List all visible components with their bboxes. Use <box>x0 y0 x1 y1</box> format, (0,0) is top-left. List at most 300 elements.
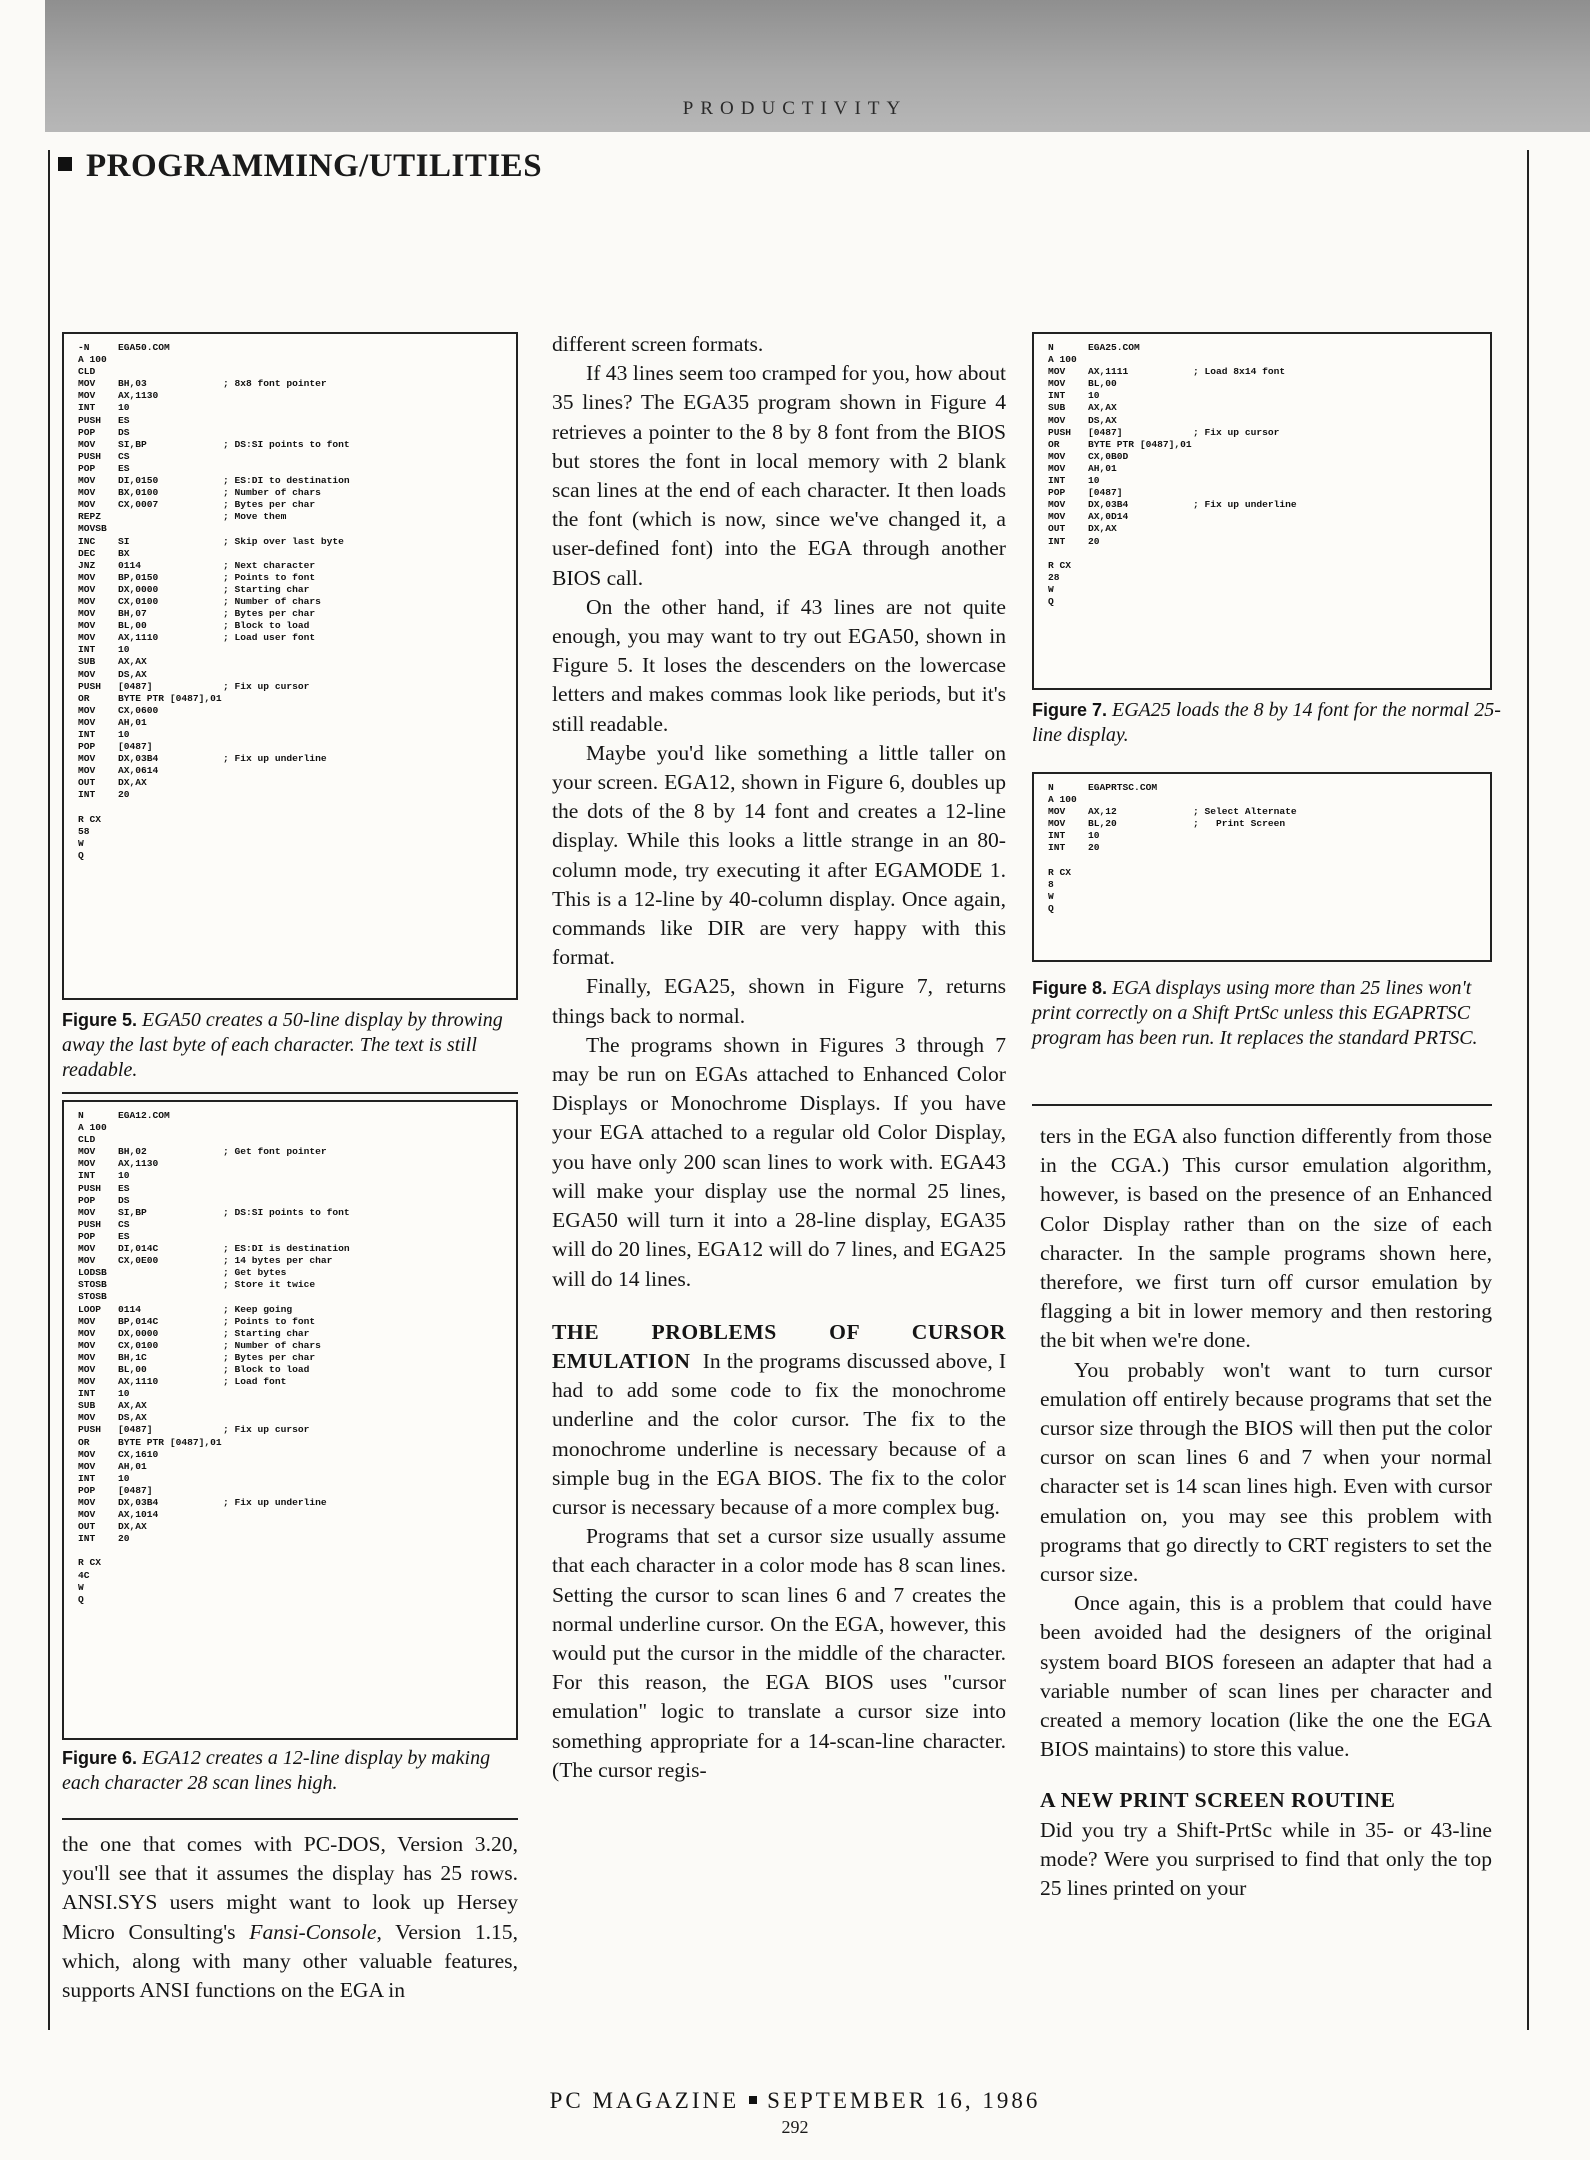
code-operand: DX,03B4 <box>118 753 159 765</box>
code-comment: ; Block to load <box>223 1363 310 1375</box>
code-comment: ; DS:SI points to font <box>223 1206 350 1218</box>
figure-8-caption <box>1032 976 1502 1051</box>
code-comment: ; ES:DI to destination <box>223 475 350 487</box>
code-operand: [0487] <box>118 680 153 692</box>
code-comment: ; Fix up cursor <box>223 1424 310 1436</box>
code-comment: ; Select Alternate <box>1193 806 1297 818</box>
code-line <box>78 814 502 826</box>
code-line <box>78 789 502 801</box>
code-operand: EGA25.COM <box>1088 342 1140 353</box>
code-operand: AX,1110 <box>118 632 159 644</box>
code-mnemonic: Q <box>1048 902 1054 914</box>
code-line <box>78 536 502 548</box>
code-comment <box>223 826 403 838</box>
code-mnemonic: MOV <box>1048 499 1066 511</box>
code-comment <box>1193 596 1373 608</box>
code-comment <box>1193 511 1373 523</box>
code-line <box>78 729 502 741</box>
code-operand <box>118 366 223 378</box>
code-comment <box>223 814 403 826</box>
code-comment <box>1193 560 1373 572</box>
code-comment <box>223 669 403 681</box>
code-comment <box>1193 855 1373 867</box>
subhead-print-screen: A NEW PRINT SCREEN ROUTINE <box>1040 1788 1396 1813</box>
code-comment <box>223 366 403 378</box>
code-line <box>78 1134 502 1146</box>
code-line <box>78 1400 502 1412</box>
col2-subhead-paragraph <box>552 1318 1006 1522</box>
code-mnemonic: SUB <box>1048 402 1066 414</box>
code-mnemonic: R CX <box>78 1557 102 1569</box>
code-line <box>78 693 502 705</box>
code-comment <box>1193 572 1373 584</box>
footer-bullet-icon <box>749 2096 757 2104</box>
col3-paragraph: You probably won't want to turn cursor emulation off entirely because programs that set the cursor size through the BIOS will then put the color cursor on scan lines 6 and 7 when your normal character set is 14 scan lines high. Even with cursor emulation on, you may see this problem with programs that go directly to CRT registers to set the cursor size. <box>1040 1357 1492 1587</box>
code-mnemonic: PUSH <box>78 450 102 462</box>
code-mnemonic: MOV <box>78 1376 96 1388</box>
code-mnemonic: MOV <box>78 1448 96 1460</box>
code-mnemonic: W <box>1048 583 1054 595</box>
code-line <box>1048 596 1476 608</box>
code-operand: DS,AX <box>118 668 147 680</box>
code-comment <box>223 705 403 717</box>
code-mnemonic: POP <box>78 741 96 753</box>
code-comment: ; Fix up underline <box>223 1497 327 1508</box>
code-mnemonic: MOV <box>1048 818 1066 830</box>
code-comment: ; Load font <box>223 1376 287 1388</box>
code-mnemonic: MOV <box>78 1460 96 1472</box>
code-mnemonic: SUB <box>78 1400 96 1412</box>
code-comment <box>223 1110 403 1122</box>
code-mnemonic: OR <box>78 1436 90 1448</box>
code-mnemonic: MOV <box>1048 462 1066 474</box>
col2-paragraph: If 43 lines seem too cramped for you, how about 35 lines? The EGA35 program shown in Figure 4 retrieves a pointer to the 8 by 8 font from the BIOS but stores the font in local memory with 2 blank scan lines at the end of each character. It then loads the font (which is now, since we've changed it, a user-defined font) into the EGA through another BIOS call. <box>552 361 1006 590</box>
code-line <box>78 1146 502 1158</box>
code-line <box>78 584 502 596</box>
code-operand: BH,1C <box>118 1351 147 1363</box>
code-line <box>1048 378 1476 390</box>
code-line <box>78 1412 502 1424</box>
code-operand: DI,0150 <box>118 475 159 487</box>
code-operand: AX,1110 <box>118 1376 159 1388</box>
code-line <box>78 1243 502 1255</box>
code-comment <box>1193 415 1373 427</box>
code-line <box>78 560 502 572</box>
code-comment: ; Skip over last byte <box>223 535 344 547</box>
code-mnemonic: MOV <box>78 716 96 728</box>
code-line <box>1048 536 1476 548</box>
code-mnemonic: MOV <box>78 1412 96 1424</box>
code-line <box>1048 891 1476 903</box>
code-operand: AH,01 <box>1088 462 1117 474</box>
code-comment: ; ES:DI is destination <box>223 1243 350 1255</box>
code-line <box>1048 782 1476 794</box>
code-comment <box>223 1557 403 1569</box>
code-line <box>78 342 502 354</box>
code-line <box>78 802 502 814</box>
code-mnemonic: MOV <box>1048 450 1066 462</box>
code-mnemonic: INT <box>78 1533 96 1545</box>
code-mnemonic: PUSH <box>1048 426 1072 438</box>
code-comment <box>223 1170 403 1182</box>
code-comment <box>223 1219 403 1231</box>
column-3-text <box>1040 1122 1492 1903</box>
code-comment <box>1193 439 1373 451</box>
code-line <box>1048 439 1476 451</box>
code-operand: 20 <box>1088 842 1100 854</box>
code-operand: DX,03B4 <box>1088 499 1129 511</box>
code-mnemonic: MOV <box>78 378 96 390</box>
code-mnemonic: OUT <box>78 1521 96 1533</box>
code-comment <box>1193 830 1373 842</box>
code-mnemonic: 4C <box>78 1569 90 1581</box>
code-comment <box>223 729 403 741</box>
code-comment <box>223 838 403 850</box>
code-line <box>1048 390 1476 402</box>
code-comment <box>223 656 403 668</box>
figure-5-caption <box>62 1008 522 1083</box>
code-comment <box>223 850 403 862</box>
page-number: 292 <box>781 2117 809 2137</box>
code-line <box>78 1449 502 1461</box>
code-operand <box>1088 867 1193 879</box>
code-line <box>78 1207 502 1219</box>
code-comment <box>1193 487 1373 499</box>
code-mnemonic: OR <box>78 692 90 704</box>
code-operand <box>118 1122 223 1134</box>
code-line <box>78 1497 502 1509</box>
code-comment: ; Bytes per char <box>223 1351 316 1363</box>
code-mnemonic: POP <box>78 1230 96 1242</box>
code-comment <box>223 1521 403 1533</box>
code-line <box>78 1158 502 1170</box>
code-operand: AX,AX <box>118 656 147 668</box>
code-operand: BYTE PTR [0487],01 <box>118 1436 222 1448</box>
code-line <box>78 1255 502 1267</box>
code-mnemonic: R CX <box>78 813 102 825</box>
code-line <box>78 1437 502 1449</box>
code-operand: BP,0150 <box>118 571 159 583</box>
code-operand <box>1088 891 1193 903</box>
code-mnemonic: A 100 <box>78 354 107 366</box>
code-mnemonic: OR <box>1048 438 1060 450</box>
code-mnemonic: POP <box>1048 487 1066 499</box>
code-comment <box>223 523 403 535</box>
code-mnemonic: INT <box>78 1170 96 1182</box>
code-operand <box>1088 879 1193 891</box>
code-line <box>78 1304 502 1316</box>
footer-line <box>0 2088 1590 2114</box>
code-mnemonic: INT <box>1048 842 1066 854</box>
code-line <box>78 548 502 560</box>
code-line <box>78 1170 502 1182</box>
code-operand: DX,03B4 <box>118 1497 159 1508</box>
code-operand: DX,0000 <box>118 583 159 595</box>
code-operand: SI,BP <box>118 438 147 450</box>
code-operand: 10 <box>1088 475 1100 487</box>
code-line <box>78 1110 502 1122</box>
code-mnemonic: MOV <box>78 1363 96 1375</box>
code-operand <box>118 354 223 366</box>
code-mnemonic: MOV <box>78 571 96 583</box>
code-operand: BL,00 <box>118 620 147 632</box>
code-line <box>78 1279 502 1291</box>
code-mnemonic: R CX <box>1048 559 1072 571</box>
code-comment <box>223 693 403 705</box>
code-operand <box>118 511 223 523</box>
code-operand <box>118 1279 223 1291</box>
code-comment <box>223 1570 403 1582</box>
code-comment: ; Move them <box>223 511 287 523</box>
code-line <box>78 1545 502 1557</box>
code-mnemonic <box>1048 855 1088 867</box>
code-mnemonic: STOSB <box>78 1279 107 1291</box>
code-line <box>78 681 502 693</box>
code-mnemonic: A 100 <box>78 1122 107 1134</box>
code-line <box>78 838 502 850</box>
code-mnemonic: A 100 <box>1048 354 1077 366</box>
code-mnemonic: POP <box>78 462 96 474</box>
code-comment <box>223 644 403 656</box>
code-operand: EGAPRTSC.COM <box>1088 782 1158 793</box>
code-comment <box>1193 903 1373 915</box>
code-operand: 10 <box>118 1388 130 1400</box>
code-comment <box>1193 794 1373 806</box>
code-comment <box>223 1400 403 1412</box>
code-comment <box>1193 475 1373 487</box>
code-mnemonic: MOV <box>78 765 96 777</box>
code-operand: DS,AX <box>118 1412 147 1424</box>
code-mnemonic: N <box>1048 342 1054 353</box>
code-operand: 20 <box>1088 535 1100 547</box>
code-operand <box>118 1267 223 1279</box>
code-mnemonic: MOVSB <box>78 523 107 535</box>
code-comment <box>223 463 403 475</box>
code-mnemonic: INT <box>1048 535 1066 547</box>
code-line <box>78 378 502 390</box>
code-operand: DI,014C <box>118 1243 159 1255</box>
code-operand <box>1088 903 1193 915</box>
code-comment: ; Fix up cursor <box>223 680 310 692</box>
code-comment <box>223 1545 403 1557</box>
code-comment <box>223 765 403 777</box>
code-mnemonic: POP <box>78 1194 96 1206</box>
footer-magazine: PC MAGAZINE <box>549 2088 740 2113</box>
code-operand <box>1088 596 1193 608</box>
code-operand: ES <box>118 462 130 474</box>
code-line <box>78 1388 502 1400</box>
code-operand: AX,0D14 <box>1088 511 1129 523</box>
code-operand: DS <box>118 1194 130 1206</box>
code-operand: CX,0100 <box>118 1339 159 1351</box>
code-operand: 0114 <box>118 559 142 571</box>
code-line <box>78 777 502 789</box>
code-mnemonic: MOV <box>78 1351 96 1363</box>
code-line <box>78 1122 502 1134</box>
code-operand: SI,BP <box>118 1206 147 1218</box>
code-operand: DX,AX <box>118 1521 147 1533</box>
code-operand <box>118 1570 223 1582</box>
code-mnemonic: MOV <box>78 390 96 402</box>
code-operand: EGA12.COM <box>118 1110 170 1121</box>
code-operand <box>118 1134 223 1146</box>
code-mnemonic: MOV <box>78 1206 96 1218</box>
code-operand: AX,1111 <box>1088 366 1129 378</box>
code-operand <box>1088 572 1193 584</box>
code-operand <box>118 1545 223 1557</box>
code-mnemonic: OUT <box>78 777 96 789</box>
col3-paragraph: Once again, this is a problem that could have been avoided had the designers of the original system board BIOS foreseen an adapter that had a variable number of scan lines per character and created a memory location (like the one the EGA BIOS maintains) to store this value. <box>1040 1591 1492 1762</box>
code-operand: [0487] <box>1088 426 1123 438</box>
code-mnemonic: MOV <box>78 632 96 644</box>
code-mnemonic: MOV <box>78 1146 96 1158</box>
code-operand: AH,01 <box>118 1460 147 1472</box>
code-mnemonic: MOV <box>78 1339 96 1351</box>
code-line <box>1048 487 1476 499</box>
code-line <box>78 523 502 535</box>
code-mnemonic: SUB <box>78 656 96 668</box>
col2-paragraph: Programs that set a cursor size usually assume that each character in a color mode has 8 scan lines. Setting the cursor to scan lines 6 and 7 creates the normal underline cursor. On the EGA, however, this would put the cursor in the middle of the character. For this reason, the EGA BIOS uses "cursor emulation" logic to translate a cursor size into something appropriate for a 14-scan-line character. (The cursor regis- <box>552 1524 1006 1782</box>
code-mnemonic: MOV <box>78 1327 96 1339</box>
department-title: PROGRAMMING/UTILITIES <box>86 148 543 184</box>
code-operand <box>118 1291 223 1303</box>
code-mnemonic: PUSH <box>78 1218 102 1230</box>
code-operand: AX,12 <box>1088 806 1117 818</box>
code-comment <box>223 1594 403 1606</box>
code-operand: 10 <box>118 1170 130 1182</box>
code-mnemonic: MOV <box>78 1255 96 1267</box>
code-mnemonic: INT <box>78 402 96 414</box>
code-comment: ; Fix up underline <box>223 753 327 765</box>
code-mnemonic <box>78 802 118 814</box>
code-operand: BH,02 <box>118 1146 147 1158</box>
code-comment <box>223 717 403 729</box>
code-line <box>78 1424 502 1436</box>
code-operand: CX,0600 <box>118 704 159 716</box>
code-mnemonic: REPZ <box>78 511 102 523</box>
code-comment <box>223 354 403 366</box>
code-mnemonic: W <box>1048 890 1054 902</box>
code-comment <box>223 789 403 801</box>
code-comment <box>1193 378 1373 390</box>
code-line <box>78 390 502 402</box>
figure-5-divider <box>62 1092 518 1094</box>
figure-7-code-listing <box>1032 332 1492 690</box>
code-line <box>78 439 502 451</box>
code-mnemonic: JNZ <box>78 559 96 571</box>
figure-8-label: Figure 8. <box>1032 978 1108 998</box>
figure-8-divider <box>1032 1104 1492 1106</box>
code-comment <box>223 1582 403 1594</box>
code-operand: AH,01 <box>118 716 147 728</box>
code-line <box>78 1473 502 1485</box>
code-mnemonic: -N <box>78 342 90 353</box>
code-comment <box>223 1195 403 1207</box>
figure-8-caption-text: EGA displays using more than 25 lines won't print correctly on a Shift PrtSc unless this EGAPRTSC program has been run. It replaces the standard PRTSC. <box>1032 977 1478 1049</box>
code-comment <box>223 342 403 354</box>
col2-paragraph: On the other hand, if 43 lines are not quite enough, you may want to try out EGA50, shown in Figure 5. It loses the descenders on the lowercase letters and makes commas look like periods, but it's still readable. <box>552 594 1006 736</box>
code-comment <box>223 427 403 439</box>
col3-paragraph: ters in the EGA also function differently from those in the CGA.) This cursor emulation algorithm, however, is based on the presence of an Enhanced Color Display rather than on the size of each character. In the sample programs shown here, therefore, we first turn off cursor emulation by flagging a bit in lower memory and then restoring the bit when we're done. <box>1040 1124 1492 1353</box>
code-operand: EGA50.COM <box>118 342 170 353</box>
figure-6-label: Figure 6. <box>62 1748 138 1768</box>
code-line <box>78 826 502 838</box>
code-operand: DX,0000 <box>118 1327 159 1339</box>
code-comment <box>223 1183 403 1195</box>
code-operand: BH,03 <box>118 378 147 390</box>
code-operand: CS <box>118 1218 130 1230</box>
code-line <box>1048 572 1476 584</box>
code-operand: DX,AX <box>118 777 147 789</box>
code-mnemonic: MOV <box>78 608 96 620</box>
column-2-text <box>552 330 1006 1785</box>
code-mnemonic: Q <box>1048 595 1054 607</box>
code-line <box>78 705 502 717</box>
figure-7-caption <box>1032 698 1502 748</box>
code-operand: BL,00 <box>118 1363 147 1375</box>
code-comment <box>1193 354 1373 366</box>
code-line <box>78 1533 502 1545</box>
code-operand <box>1088 794 1193 806</box>
figure-5-code-listing <box>62 332 518 1000</box>
code-comment: ; Block to load <box>223 620 310 632</box>
code-comment: ; Number of chars <box>223 595 321 607</box>
code-mnemonic: MOV <box>1048 378 1066 390</box>
subhead-cursor-emulation: THE PROBLEMS OF CURSOR EMULATION <box>552 1319 1006 1373</box>
code-comment <box>1193 402 1373 414</box>
code-mnemonic: INT <box>78 1388 96 1400</box>
code-comment <box>1193 584 1373 596</box>
code-comment: ; Points to font <box>223 571 316 583</box>
code-operand: AX,1130 <box>118 1158 159 1170</box>
code-comment <box>223 1533 403 1545</box>
code-line <box>1048 794 1476 806</box>
code-comment <box>223 741 403 753</box>
code-operand <box>1088 584 1193 596</box>
code-operand <box>118 814 223 826</box>
code-mnemonic: Q <box>78 1593 84 1605</box>
code-operand: BYTE PTR [0487],01 <box>1088 438 1192 450</box>
code-line <box>1048 903 1476 915</box>
code-line <box>1048 830 1476 842</box>
code-mnemonic: A 100 <box>1048 794 1077 806</box>
code-line <box>78 1376 502 1388</box>
code-line <box>78 1521 502 1533</box>
code-mnemonic: INT <box>1048 390 1066 402</box>
code-mnemonic: MOV <box>78 1497 96 1508</box>
code-operand <box>118 523 223 535</box>
col2-paragraph: Maybe you'd like something a little taller on your screen. EGA12, shown in Figure 6, doubles up the dots of the 8 by 14 font and creates a 12-line display. While this looks a little strange in an 80-column mode, try executing it after EGAMODE 1. This is a 12-line by 40-column display. Once again, commands like DIR are very happy with this format. <box>552 740 1006 970</box>
code-comment: ; Fix up underline <box>1193 499 1297 511</box>
col1-text-part: the one that comes with PC-DOS, Version 3.20, you'll see that it assumes the display has 25 rows. ANSI.SYS users might want to look up Hersey Micro Consulting's <box>62 1832 518 1944</box>
code-line <box>78 487 502 499</box>
code-line <box>78 415 502 427</box>
code-comment <box>223 1509 403 1521</box>
code-mnemonic: INT <box>1048 830 1066 842</box>
code-line <box>78 354 502 366</box>
code-operand <box>118 1582 223 1594</box>
figure-8-code-listing <box>1032 772 1492 962</box>
code-mnemonic: INT <box>78 789 96 801</box>
code-line <box>78 451 502 463</box>
code-mnemonic: MOV <box>78 1315 96 1327</box>
code-comment <box>223 1449 403 1461</box>
code-operand: 10 <box>118 729 130 740</box>
code-line <box>1048 451 1476 463</box>
code-operand: AX,1014 <box>118 1509 159 1521</box>
code-comment: ; Starting char <box>223 583 310 595</box>
code-line <box>78 1364 502 1376</box>
